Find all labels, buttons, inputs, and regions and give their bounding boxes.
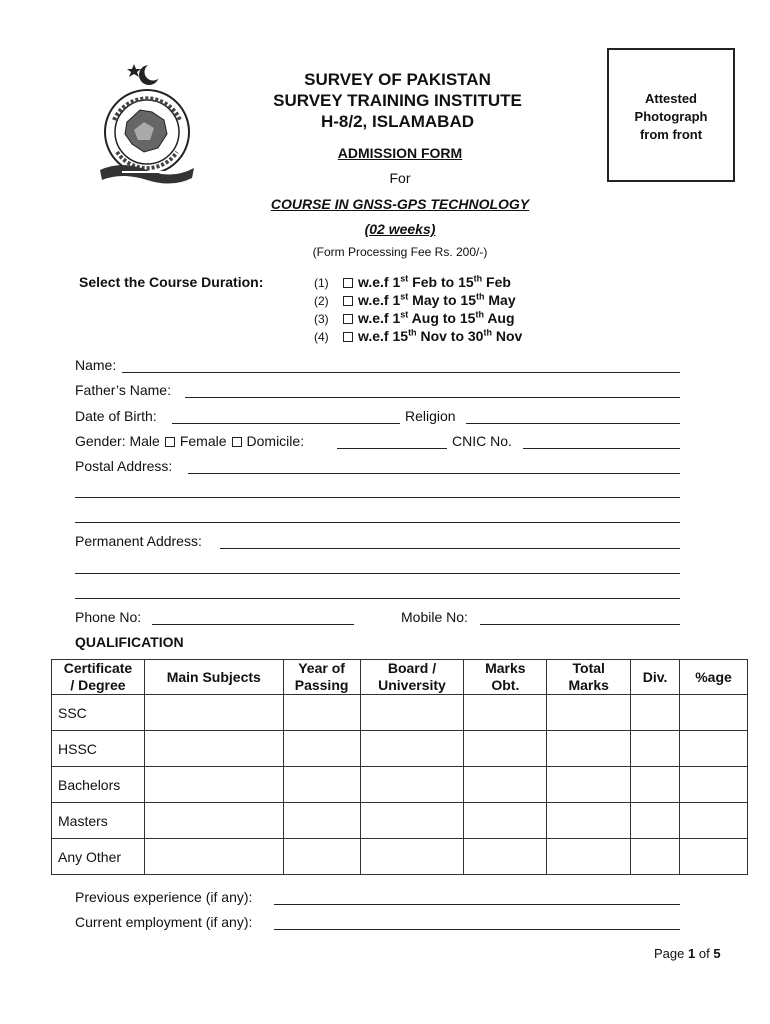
duration-option[interactable]: (4) w.e.f 15th Nov to 30th Nov	[314, 327, 523, 344]
row-label: SSC	[52, 695, 145, 731]
cnic-label: CNIC No.	[452, 433, 512, 449]
table-header-row	[52, 660, 748, 695]
table-cell[interactable]	[547, 803, 631, 839]
table-cell[interactable]	[360, 767, 464, 803]
photo-box-line2: Photograph	[634, 109, 708, 124]
duration-option[interactable]: (1) w.e.f 1st Feb to 15th Feb	[314, 273, 511, 290]
phone-field[interactable]	[152, 624, 354, 625]
gender-male-label: Gender: Male	[75, 433, 160, 449]
religion-field[interactable]	[466, 423, 680, 424]
name-field[interactable]	[122, 372, 680, 373]
col-board: Board / University	[360, 660, 464, 695]
permanent-address-line3[interactable]	[75, 598, 680, 599]
photo-box	[607, 48, 735, 182]
table-cell[interactable]	[680, 695, 748, 731]
table-cell[interactable]	[283, 731, 360, 767]
dob-label: Date of Birth:	[75, 408, 157, 424]
table-cell[interactable]	[547, 767, 631, 803]
table-row	[52, 731, 748, 767]
cnic-field[interactable]	[523, 448, 680, 449]
table-cell[interactable]	[680, 803, 748, 839]
table-cell[interactable]	[631, 731, 680, 767]
col-division: Div.	[631, 660, 680, 695]
row-label: HSSC	[52, 731, 145, 767]
table-cell[interactable]	[631, 695, 680, 731]
course-title: COURSE IN GNSS-GPS TECHNOLOGY	[270, 196, 530, 212]
table-row	[52, 839, 748, 875]
processing-fee: (Form Processing Fee Rs. 200/-)	[312, 245, 488, 259]
photo-box-line1: Attested	[644, 91, 697, 106]
col-percentage: %age	[680, 660, 748, 695]
table-cell[interactable]	[283, 695, 360, 731]
table-cell[interactable]	[464, 695, 547, 731]
emblem-icon	[92, 60, 202, 190]
gender-female-label: Female	[179, 433, 227, 449]
col-marks-obt: Marks Obt.	[464, 660, 547, 695]
table-cell[interactable]	[283, 767, 360, 803]
permanent-address-field[interactable]	[220, 548, 680, 549]
table-cell[interactable]	[547, 839, 631, 875]
checkbox[interactable]	[343, 314, 353, 324]
table-cell[interactable]	[464, 731, 547, 767]
table-cell[interactable]	[283, 803, 360, 839]
mobile-label: Mobile No:	[401, 609, 468, 625]
table-cell[interactable]	[144, 767, 283, 803]
father-name-label: Father’s Name:	[75, 382, 171, 398]
employment-field[interactable]	[274, 929, 680, 930]
col-certificate: Certificate / Degree	[52, 660, 145, 695]
form-title: ADMISSION FORM	[337, 145, 463, 161]
table-cell[interactable]	[464, 803, 547, 839]
table-cell[interactable]	[680, 839, 748, 875]
table-cell[interactable]	[680, 767, 748, 803]
page-number: Page 1 of 5	[654, 946, 721, 961]
table-cell[interactable]	[547, 695, 631, 731]
col-main-subjects: Main Subjects	[144, 660, 283, 695]
name-label: Name:	[75, 357, 117, 373]
employment-label: Current employment (if any):	[75, 914, 253, 930]
qualification-table	[51, 659, 748, 875]
phone-label: Phone No:	[75, 609, 142, 625]
table-cell[interactable]	[283, 839, 360, 875]
male-checkbox[interactable]	[165, 437, 175, 447]
photo-box-line3: from front	[639, 127, 703, 142]
table-cell[interactable]	[547, 731, 631, 767]
mobile-field[interactable]	[480, 624, 680, 625]
table-cell[interactable]	[144, 803, 283, 839]
table-cell[interactable]	[680, 731, 748, 767]
institute-location: H-8/2, ISLAMABAD	[320, 112, 474, 131]
table-cell[interactable]	[360, 731, 464, 767]
col-total-marks: Total Marks	[547, 660, 631, 695]
col-year: Year of Passing	[283, 660, 360, 695]
table-cell[interactable]	[144, 839, 283, 875]
row-label: Any Other	[52, 839, 145, 875]
duration-label: Select the Course Duration:	[79, 274, 264, 290]
table-cell[interactable]	[360, 803, 464, 839]
postal-address-line3[interactable]	[75, 522, 680, 523]
for-label: For	[389, 170, 411, 186]
org-name: SURVEY OF PAKISTAN	[304, 70, 491, 89]
table-cell[interactable]	[464, 839, 547, 875]
domicile-field[interactable]	[337, 448, 447, 449]
postal-address-field[interactable]	[188, 473, 680, 474]
table-cell[interactable]	[631, 839, 680, 875]
checkbox[interactable]	[343, 296, 353, 306]
duration-option[interactable]: (3) w.e.f 1st Aug to 15th Aug	[314, 309, 515, 326]
table-cell[interactable]	[631, 767, 680, 803]
table-row	[52, 803, 748, 839]
row-label: Masters	[52, 803, 145, 839]
table-cell[interactable]	[144, 695, 283, 731]
checkbox[interactable]	[343, 278, 353, 288]
duration-option[interactable]: (2) w.e.f 1st May to 15th May	[314, 291, 516, 308]
experience-field[interactable]	[274, 904, 680, 905]
table-cell[interactable]	[360, 839, 464, 875]
survey-of-pakistan-emblem	[92, 60, 202, 190]
table-cell[interactable]	[360, 695, 464, 731]
religion-label: Religion	[405, 408, 456, 424]
institute-name: SURVEY TRAINING INSTITUTE	[273, 91, 522, 110]
postal-address-line2[interactable]	[75, 497, 680, 498]
table-row	[52, 695, 748, 731]
gender-row	[75, 433, 304, 449]
table-cell[interactable]	[144, 731, 283, 767]
table-cell[interactable]	[464, 767, 547, 803]
course-duration-weeks: (02 weeks)	[364, 221, 436, 237]
experience-label: Previous experience (if any):	[75, 889, 253, 905]
row-label: Bachelors	[52, 767, 145, 803]
dob-field[interactable]	[172, 423, 400, 424]
domicile-label: Domicile:	[246, 433, 305, 449]
female-checkbox[interactable]	[232, 437, 242, 447]
father-name-field[interactable]	[185, 397, 680, 398]
table-row	[52, 767, 748, 803]
qualification-title: QUALIFICATION	[75, 634, 184, 650]
permanent-address-label: Permanent Address:	[75, 533, 202, 549]
table-cell[interactable]	[631, 803, 680, 839]
postal-address-label: Postal Address:	[75, 458, 173, 474]
permanent-address-line2[interactable]	[75, 573, 680, 574]
checkbox[interactable]	[343, 332, 353, 342]
